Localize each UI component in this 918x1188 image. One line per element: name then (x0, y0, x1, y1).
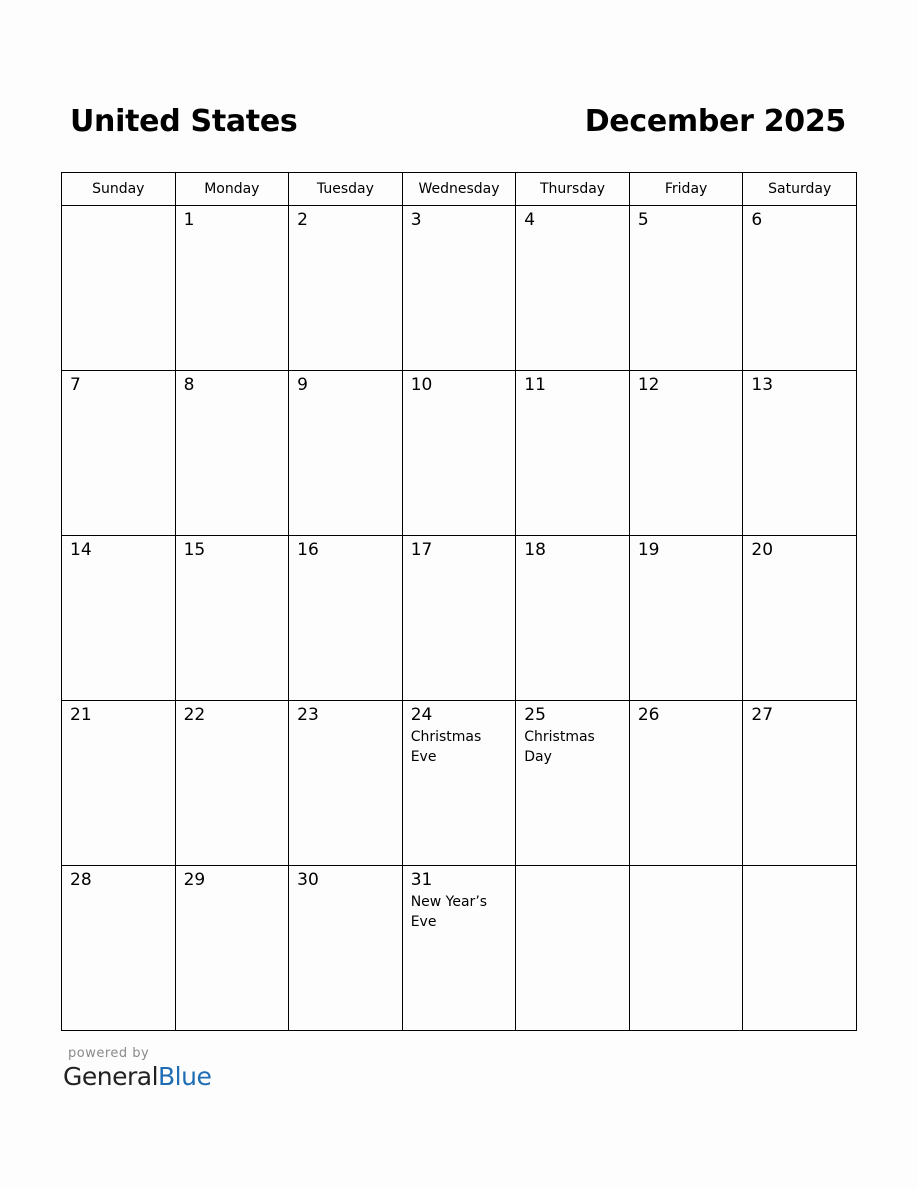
calendar-day-cell (175, 536, 289, 701)
generalblue-logo (63, 1062, 211, 1091)
brand-general-text: General (63, 1062, 159, 1091)
powered-by-label: powered by (68, 1046, 150, 1061)
calendar-grid (61, 172, 857, 1031)
calendar-day-cell (402, 866, 516, 1031)
calendar-day-cell (629, 536, 743, 701)
calendar-day-cell (175, 371, 289, 536)
weekday-header: Thursday (516, 173, 630, 206)
day-number: 19 (637, 540, 660, 560)
calendar-day-cell (743, 206, 857, 371)
calendar-country-title: United States (70, 104, 298, 139)
day-number: 5 (637, 210, 649, 230)
calendar-week-row (62, 866, 857, 1031)
day-number: 21 (70, 705, 92, 725)
calendar-day-cell (289, 701, 403, 866)
day-number: 17 (410, 540, 433, 560)
calendar-day-cell (289, 206, 403, 371)
weekday-header: Sunday (62, 173, 176, 206)
day-number: 31 (410, 870, 433, 890)
calendar-day-cell (62, 866, 176, 1031)
day-number: 26 (637, 705, 660, 725)
holiday-label: Christmas Eve (410, 729, 482, 765)
day-number: 30 (297, 870, 319, 890)
calendar-day-cell (629, 701, 743, 866)
calendar-day-cell (402, 371, 516, 536)
calendar-empty-cell (62, 206, 176, 371)
calendar-day-cell (175, 701, 289, 866)
calendar-day-cell (743, 701, 857, 866)
calendar-day-cell (516, 701, 630, 866)
calendar-day-cell (289, 371, 403, 536)
calendar-week-row (62, 536, 857, 701)
day-number: 28 (70, 870, 92, 890)
weekday-header: Saturday (743, 173, 857, 206)
calendar-day-cell (402, 536, 516, 701)
holiday-label: New Year’s Eve (410, 894, 488, 930)
day-number: 13 (751, 375, 774, 395)
day-number: 1 (183, 210, 195, 230)
day-number: 3 (410, 210, 422, 230)
calendar-day-cell (516, 536, 630, 701)
day-number: 23 (297, 705, 319, 725)
weekday-header: Monday (175, 173, 289, 206)
calendar-month-title: December 2025 (584, 104, 846, 139)
calendar-day-cell (289, 536, 403, 701)
day-number: 16 (297, 540, 319, 560)
day-number: 24 (410, 705, 433, 725)
calendar-day-cell (402, 206, 516, 371)
calendar-day-cell (289, 866, 403, 1031)
day-number: 4 (524, 210, 536, 230)
brand-blue-text: Blue (158, 1062, 212, 1091)
day-number: 7 (70, 375, 81, 395)
calendar-empty-cell (629, 866, 743, 1031)
calendar-week-row (62, 701, 857, 866)
day-number: 25 (524, 705, 546, 725)
day-number: 12 (637, 375, 660, 395)
calendar-empty-cell (516, 866, 630, 1031)
day-number: 20 (751, 540, 774, 560)
weekday-header: Friday (629, 173, 743, 206)
calendar-day-cell (175, 866, 289, 1031)
calendar-day-cell (743, 536, 857, 701)
day-number: 27 (751, 705, 774, 725)
day-number: 8 (183, 375, 195, 395)
day-number: 14 (70, 540, 92, 560)
day-number: 6 (751, 210, 763, 230)
calendar-day-cell (629, 206, 743, 371)
calendar-day-cell (743, 371, 857, 536)
weekday-header: Wednesday (402, 173, 516, 206)
day-number: 2 (297, 210, 308, 230)
day-number: 29 (183, 870, 206, 890)
calendar-empty-cell (743, 866, 857, 1031)
day-number: 22 (183, 705, 206, 725)
weekday-header-row (62, 173, 857, 206)
calendar-day-cell (62, 371, 176, 536)
calendar-week-row (62, 206, 857, 371)
day-number: 10 (410, 375, 433, 395)
day-number: 18 (524, 540, 546, 560)
calendar-body (62, 206, 857, 1031)
calendar-day-cell (516, 206, 630, 371)
calendar-day-cell (175, 206, 289, 371)
calendar-day-cell (629, 371, 743, 536)
calendar-week-row (62, 371, 857, 536)
holiday-label: Christmas Day (524, 729, 595, 765)
day-number: 15 (183, 540, 206, 560)
calendar-day-cell (62, 701, 176, 866)
calendar-day-cell (62, 536, 176, 701)
day-number: 11 (524, 375, 546, 395)
weekday-header: Tuesday (289, 173, 403, 206)
calendar-day-cell (402, 701, 516, 866)
day-number: 9 (297, 375, 308, 395)
calendar-day-cell (516, 371, 630, 536)
